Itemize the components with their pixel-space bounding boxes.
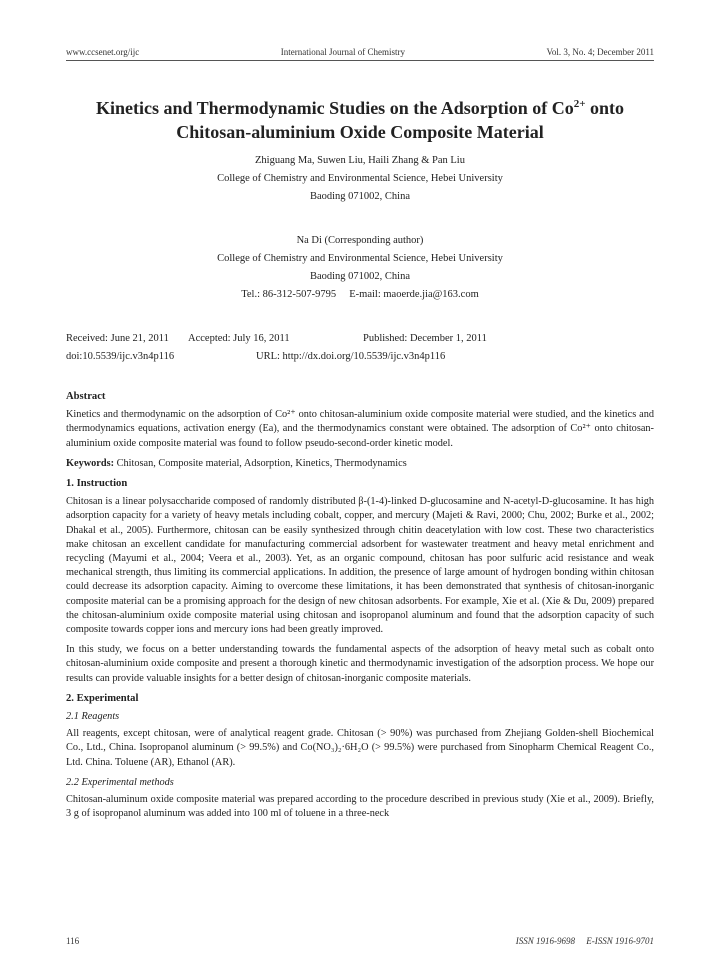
author-city: Baoding 071002, China	[309, 191, 411, 202]
reagents-text: All reagents, except chitosan, were of analytical reagent grade. Chitosan (> 90%) was purchased from Zhejiang Golden-shell Biochemical Co., Ltd., China. Isopropanol aluminum (> 99.5%) and Co(NO₃)₂·6H₂O (> 99.5%) were purchased from Sinopharm Chemical Reagent Co., Ltd. China. Toluene (AR), Ethanol (AR).	[66, 728, 654, 768]
doi-url[interactable]: URL: http://dx.doi.org/10.5539/ijc.v3n4p116	[256, 351, 446, 362]
journal-website: www.ccsenet.org/ijc	[66, 47, 140, 57]
author-affiliation: College of Chemistry and Environmental Science, Hebei University	[217, 173, 503, 184]
keywords-label: Keywords:	[66, 457, 115, 469]
page-number: 116	[66, 936, 80, 946]
corresponding-affiliation: College of Chemistry and Environmental Science, Hebei University	[217, 253, 503, 264]
received-date: Received: June 21, 2011	[66, 333, 169, 344]
introduction-paragraph-2: In this study, we focus on a better understanding towards the fundamental aspects of the adsorption of heavy metal such as cobalt onto chitosan-aluminium oxide composite and present a thorough kinetic and thermodynamic investigation of the adsorption process. We hope our results can provide valuable insights for a better design of chitosan-inorganic composite materials.	[66, 644, 654, 684]
methods-heading: 2.2 Experimental methods	[66, 776, 174, 788]
author-names: Zhiguang Ma, Suwen Liu, Haili Zhang & Pan Liu	[255, 155, 465, 166]
abstract-heading: Abstract	[66, 391, 106, 402]
page-footer	[66, 936, 654, 946]
corresponding-contact: Tel.: 86-312-507-9795 E-mail: maoerde.jia@163.com	[241, 289, 479, 300]
published-date: Published: December 1, 2011	[363, 333, 487, 344]
paper-title	[40, 92, 680, 144]
experimental-heading: 2. Experimental	[66, 692, 139, 704]
corresponding-name: Na Di (Corresponding author)	[296, 235, 424, 246]
abstract-text: Kinetics and thermodynamic on the adsorption of Co²⁺ onto chitosan-aluminium oxide composite material were studied, and the kinetics and thermodynamics equations, activation energy (Ea), and the thermodynamics constant were obtained. The adsorption of Co²⁺ onto chitosan-aluminium oxide composite material was found to follow pseudo-second-order kinetic model.	[66, 409, 654, 449]
issn: ISSN 1916-9698 E-ISSN 1916-9701	[515, 936, 654, 946]
journal-volume: Vol. 3, No. 4; December 2011	[546, 47, 654, 57]
doi: doi:10.5539/ijc.v3n4p116	[66, 351, 175, 362]
introduction-paragraph-1: Chitosan is a linear polysaccharide composed of randomly distributed β-(1-4)-linked D-glucosamine and N-acetyl-D-glucosamine. It has high adsorption capacity for a variety of heavy metals including cobalt, copper, and mercury (Majeti & Ravi, 2000; Chu, 2002; Burke et al., 2002; Dhakal et al., 2005). Furthermore, chitosan can be easily synthesized through chitin deacetylation with low cost. These two characteristics make chitosan an excellent candidate for manufacturing commercial adsorbent for wastewater treatment and heavy metal enrichment and recycling (Mayumi et al., 2004; Veera et al., 2003). Yet, as an organic compound, chitosan has poor sulfuric acid resistance and weak mechanical strength, thus limiting its commercial applications. In addition, the presence of large amount of hydrogen bonding within chitosan could decrease its adsorption capacity. Aiming to overcome these limitations, it has been demonstrated that synthesis of chitosan-inorganic composite material can be a promising approach for the design of new chitosan adsorbents. For example, Xie et al. (Xie & Du, 2009) prepared the chitosan-aluminium oxide composite material using chitosan and isopropanol aluminum and found that the adsorption capacity of such composite towards copper ions and mercury ions had been greatly improved.	[66, 496, 654, 636]
corresponding-author-block	[66, 232, 654, 304]
reagents-heading: 2.1 Reagents	[66, 711, 120, 723]
article-body	[66, 384, 654, 827]
running-header	[66, 47, 654, 61]
methods-text: Chitosan-aluminum oxide composite material was prepared according to the procedure described in previous study (Xie et al., 2009). Briefly, 3 g of isopropanol aluminum was added into 100 ml of toluene in a three-neck	[66, 794, 654, 820]
author-block	[66, 152, 654, 206]
accepted-date: Accepted: July 16, 2011	[188, 333, 290, 344]
publication-dates	[66, 330, 654, 366]
introduction-heading: 1. Instruction	[66, 478, 128, 490]
title-line-2: Chitosan-aluminium Oxide Composite Material	[176, 122, 544, 142]
keywords	[66, 457, 654, 471]
title-line-1: Kinetics and Thermodynamic Studies on the Adsorption of $Co^{2+}$ onto	[95, 98, 625, 118]
keywords-text: Chitosan, Composite material, Adsorption, Kinetics, Thermodynamics	[114, 457, 407, 469]
corresponding-city: Baoding 071002, China	[309, 271, 411, 282]
journal-name: International Journal of Chemistry	[280, 47, 405, 57]
